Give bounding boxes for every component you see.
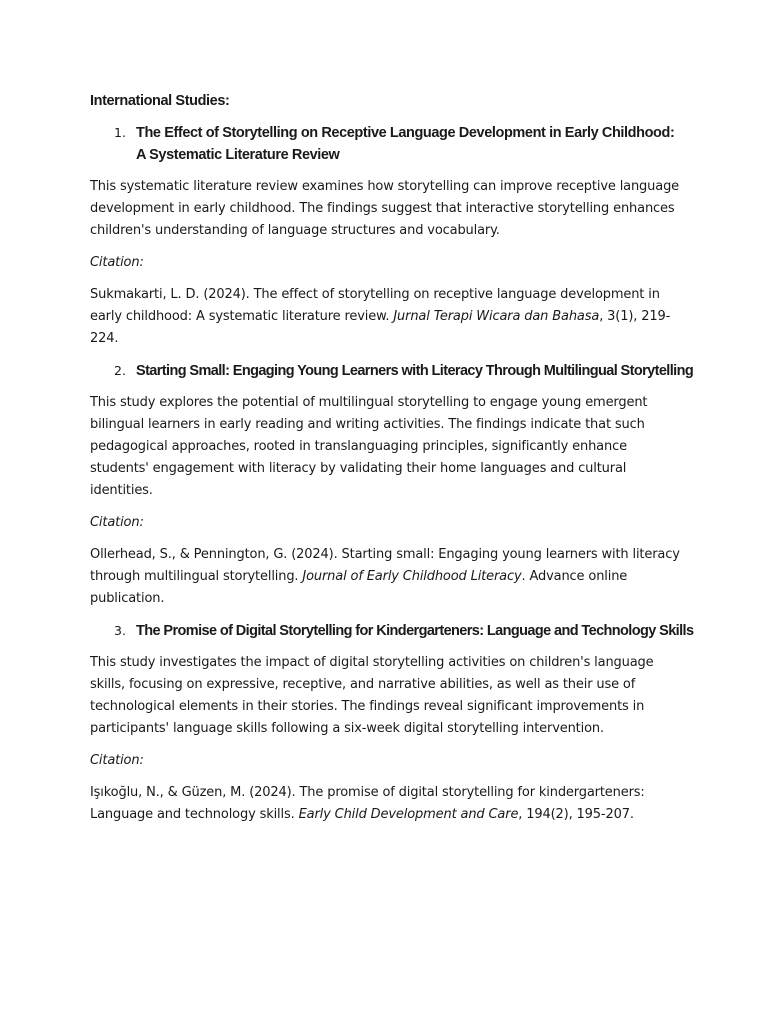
document-page <box>90 90 694 836</box>
section-heading: International Studies: <box>90 93 230 109</box>
study-title <box>90 620 694 642</box>
citation-entry <box>90 782 680 826</box>
citation-journal: Journal of Early Childhood Literacy <box>302 569 522 584</box>
study-title <box>90 360 694 382</box>
study-title-text: Starting Small: Engaging Young Learners with Literacy Through Multilingual Storytelling <box>136 363 694 379</box>
study-summary: This study explores the potential of multilingual storytelling to engage young emergent bilingual learners in early reading and writing activities. The findings indicate that such pedagogical approaches, rooted in translanguaging principles, significantly enhance students' engagement with literacy by validating their home languages and cultural identities. <box>90 395 648 498</box>
citation-tail: , 3(1), 219-224. <box>90 309 671 346</box>
list-number: 1. <box>114 125 126 140</box>
list-number: 3. <box>114 623 126 638</box>
citation-entry <box>90 544 680 610</box>
citation-label: Citation: <box>90 515 144 530</box>
study-summary: This systematic literature review examines how storytelling can improve receptive language development in early childhood. The findings suggest that interactive storytelling enhances children's understanding of language structures and vocabulary. <box>90 179 680 238</box>
citation-entry <box>90 284 680 350</box>
citation-text: Ollerhead, S., & Pennington, G. (2024). Starting small: Engaging young learners with literacy through multilingual storytelling. <box>90 547 680 584</box>
citation-text: Işıkoğlu, N., & Güzen, M. (2024). The promise of digital storytelling for kindergarteners: Language and technology skills. <box>90 785 645 822</box>
citation-label: Citation: <box>90 255 144 270</box>
citation-journal: Early Child Development and Care <box>298 807 519 822</box>
citation-tail: , 194(2), 195-207. <box>518 807 634 822</box>
citation-journal: Jurnal Terapi Wicara dan Bahasa <box>393 309 600 324</box>
citation-label: Citation: <box>90 753 144 768</box>
study-title-text: The Effect of Storytelling on Receptive Language Development in Early Childhood: A Systematic Literature Review <box>136 125 675 163</box>
citation-tail: . Advance online publication. <box>90 569 628 606</box>
citation-text: Sukmakarti, L. D. (2024). The effect of storytelling on receptive language development in early childhood: A systematic literature review. <box>90 287 660 324</box>
study-summary: This study investigates the impact of digital storytelling activities on children's language skills, focusing on expressive, receptive, and narrative abilities, as well as their use of technological elements in their stories. The findings reveal significant improvements in participants' language skills following a six-week digital storytelling intervention. <box>90 655 654 736</box>
study-title <box>90 122 680 166</box>
list-number: 2. <box>114 363 126 378</box>
study-title-text: The Promise of Digital Storytelling for Kindergarteners: Language and Technology Skills <box>136 623 694 639</box>
